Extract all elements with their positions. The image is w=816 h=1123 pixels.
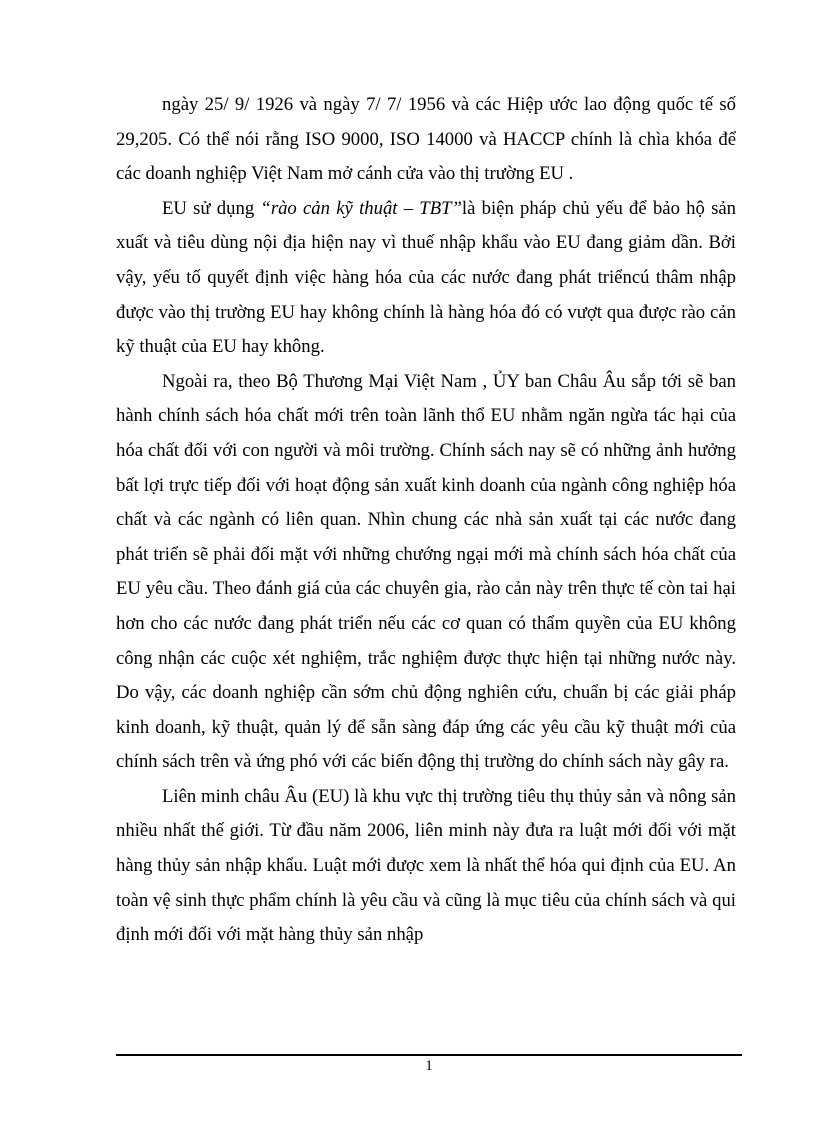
paragraph-1-text: ngày 25/ 9/ 1926 và ngày 7/ 7/ 1956 và các Hiệp ước lao động quốc tế số 29,205. Có thể nói rằng ISO 9000, ISO 14000 và HACCP chính là chìa khóa để các doanh nghiệp Việt Nam mở cánh cửa vào thị trường EU .	[116, 94, 736, 185]
paragraph-2	[116, 192, 736, 365]
document-body	[116, 88, 736, 953]
paragraph-4	[116, 780, 736, 953]
paragraph-2-italic-term: “rào cản kỹ thuật – TBT”	[260, 197, 462, 219]
paragraph-1	[116, 88, 736, 192]
paragraph-3	[116, 365, 736, 780]
paragraph-2-text-end: là biện pháp chủ yếu để bảo hộ sản xuất và tiêu dùng nội địa hiện nay vì thuế nhập khẩu vào EU đang giảm dần. Bởi vậy, yếu tố quyết định việc hàng hóa của các nước đang phát triểncú thâm nhập được vào thị trường EU hay không chính là hàng hóa đó có vượt qua được rào cản kỹ thuật của EU hay không.	[116, 197, 737, 358]
page-number: 1	[425, 1058, 433, 1074]
paragraph-2-text-start: EU sử dụng	[162, 197, 261, 219]
paragraph-3-text: Ngoài ra, theo Bộ Thương Mại Việt Nam , ỦY ban Châu Âu sắp tới sẽ ban hành chính sách hóa chất mới trên toàn lãnh thổ EU nhằm ngăn ngừa tác hại của hóa chất đối với con người và môi trường. Chính sách nay sẽ có những ảnh hưởng bất lợi trực tiếp đối với hoạt động sản xuất kinh doanh của ngành công nghiệp hóa chất và các ngành có liên quan. Nhìn chung các nhà sản xuất tại các nước đang phát triển sẽ phải đối mặt với những chướng ngại mới mà chính sách hóa chất của EU yêu cầu. Theo đánh giá của các chuyên gia, rào cản này trên thực tế còn tai hại hơn cho các nước đang phát triển nếu các cơ quan có thẩm quyền của EU không công nhận các cuộc xét nghiệm, trắc nghiệm được thực hiện tại những nước này. Do vậy, các doanh nghiệp cần sớm chủ động nghiên cứu, chuẩn bị các giải pháp kinh doanh, kỹ thuật, quản lý để sẵn sàng đáp ứng các yêu cầu kỹ thuật mới của chính sách trên và ứng phó với các biến động thị trường do chính sách này gây ra.	[116, 370, 736, 773]
paragraph-4-text: Liên minh châu Âu (EU) là khu vực thị trường tiêu thụ thủy sản và nông sản nhiều nhất thế giới. Từ đầu năm 2006, liên minh này đưa ra luật mới đối với mặt hàng thủy sản nhập khẩu. Luật mới được xem là nhất thể hóa qui định của EU. An toàn vệ sinh thực phẩm chính là yêu cầu và cũng là mục tiêu của chính sách và qui định mới đối với mặt hàng thủy sản nhập	[116, 785, 736, 946]
